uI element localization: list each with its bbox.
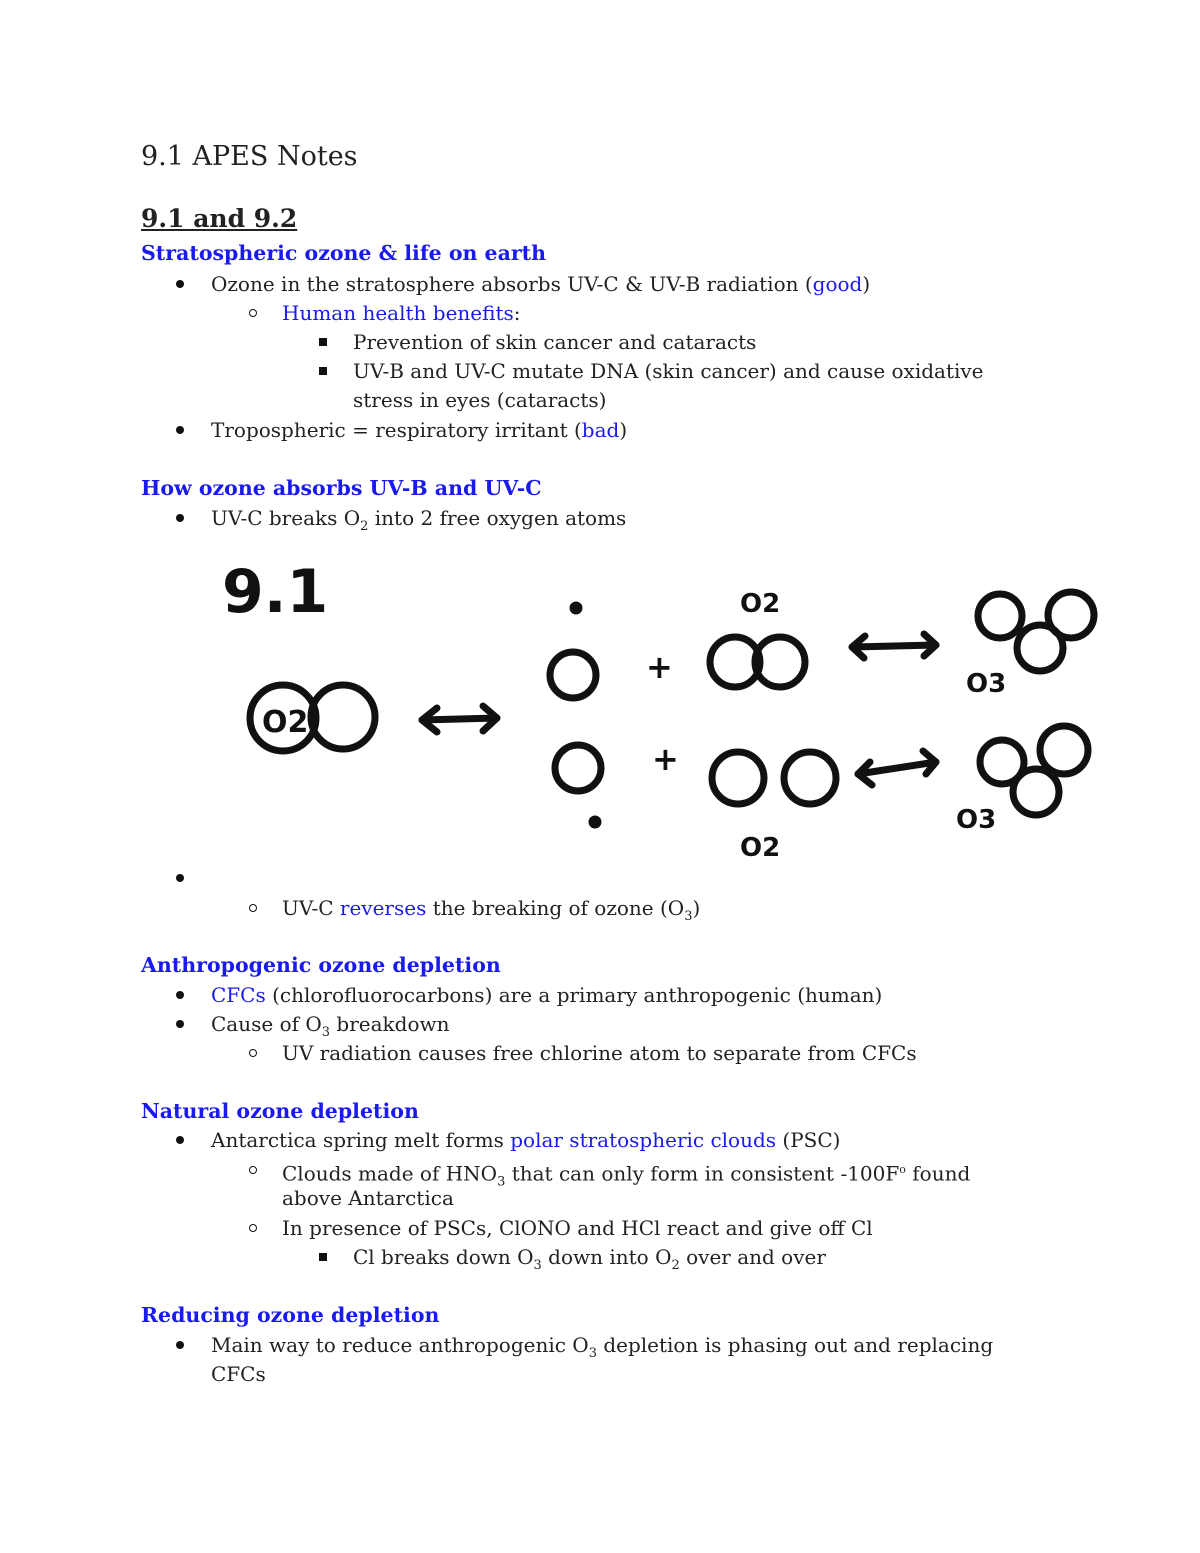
bullet-circle <box>249 299 257 327</box>
list-item-continuation: above Antarctica <box>282 1186 454 1210</box>
list-item: Human health benefits: <box>282 301 521 325</box>
list-item: UV-C reverses the breaking of ozone $(O_3)$ <box>282 896 701 924</box>
o2-label: O2 <box>262 705 309 740</box>
heading-anthropogenic-depletion: Anthropogenic ozone depletion <box>141 953 501 977</box>
o3-label: O3 <box>956 805 997 835</box>
oxygen-atom-circle <box>1017 625 1063 671</box>
heading-stratospheric-ozone: Stratospheric ozone & life on earth <box>141 241 547 265</box>
list-item-continuation: CFCs <box>211 1362 266 1386</box>
list-item-continuation: stress in eyes (cataracts) <box>353 388 607 412</box>
list-item: Antarctica spring melt forms polar stratospheric clouds (PSC) <box>211 1128 841 1152</box>
bullet-dot <box>176 864 184 892</box>
bullet-circle <box>249 1156 257 1184</box>
oxygen-atom-circle <box>1040 726 1088 774</box>
list-item: Cl breaks down $O_3$ down into $O_2$ over and over <box>353 1245 826 1273</box>
plus-sign: + <box>646 648 673 686</box>
bullet-dot <box>176 981 184 1009</box>
o2-label: O2 <box>740 589 781 619</box>
list-item: In presence of PSCs, ClONO and HCl react and give off Cl <box>282 1216 873 1240</box>
list-item: UV-C breaks $O_2$ into 2 free oxygen atoms <box>211 506 627 534</box>
o3-label: O3 <box>966 669 1007 699</box>
oxygen-atom-circle <box>1013 769 1059 815</box>
bullet-square <box>319 357 327 385</box>
list-item: Clouds made of $HNO_3$ that can only form in consistent $-100F^o$ found <box>282 1161 971 1190</box>
oxygen-atom-circle <box>784 752 836 804</box>
bullet-dot <box>176 1331 184 1359</box>
bullet-square <box>319 1243 327 1271</box>
bullet-circle <box>249 894 257 922</box>
page-title: 9.1 APES Notes <box>141 141 358 172</box>
figure-label: 9.1 <box>222 557 329 627</box>
bullet-dot <box>176 416 184 444</box>
bullet-dot <box>176 1126 184 1154</box>
ozone-reaction-diagram <box>0 550 1200 870</box>
bullet-dot <box>176 1010 184 1038</box>
oxygen-atom-circle <box>712 752 764 804</box>
list-item: Main way to reduce anthropogenic $O_3$ depletion is phasing out and replacing <box>211 1333 994 1361</box>
list-item: UV radiation causes free chlorine atom to separate from CFCs <box>282 1041 917 1065</box>
list-item: Ozone in the stratosphere absorbs UV-C & UV-B radiation (good) <box>211 272 871 296</box>
o2-label: O2 <box>740 833 781 863</box>
bullet-dot <box>176 504 184 532</box>
bullet-dot <box>176 270 184 298</box>
heading-reducing-depletion: Reducing ozone depletion <box>141 1303 440 1327</box>
double-arrow-icon <box>422 718 497 720</box>
double-arrow-icon <box>852 645 936 647</box>
oxygen-atom-circle <box>550 652 596 698</box>
list-item: CFCs (chlorofluorocarbons) are a primary anthropogenic (human) <box>211 983 883 1007</box>
bullet-circle <box>249 1039 257 1067</box>
oxygen-atom-circle <box>978 594 1022 638</box>
bullet-circle <box>249 1214 257 1242</box>
plus-sign: + <box>652 740 679 778</box>
list-item: Prevention of skin cancer and cataracts <box>353 330 757 354</box>
heading-natural-depletion: Natural ozone depletion <box>141 1099 419 1123</box>
list-item: Tropospheric = respiratory irritant (bad) <box>211 418 628 442</box>
heading-how-ozone-absorbs: How ozone absorbs UV-B and UV-C <box>141 476 542 500</box>
oxygen-atom-circle <box>555 745 601 791</box>
list-item: Cause of $O_3$ breakdown <box>211 1012 450 1040</box>
bullet-square <box>319 328 327 356</box>
oxygen-atom-circle <box>311 685 375 749</box>
list-item: UV-B and UV-C mutate DNA (skin cancer) and cause oxidative <box>353 359 984 383</box>
section-heading: 9.1 and 9.2 <box>141 204 298 233</box>
